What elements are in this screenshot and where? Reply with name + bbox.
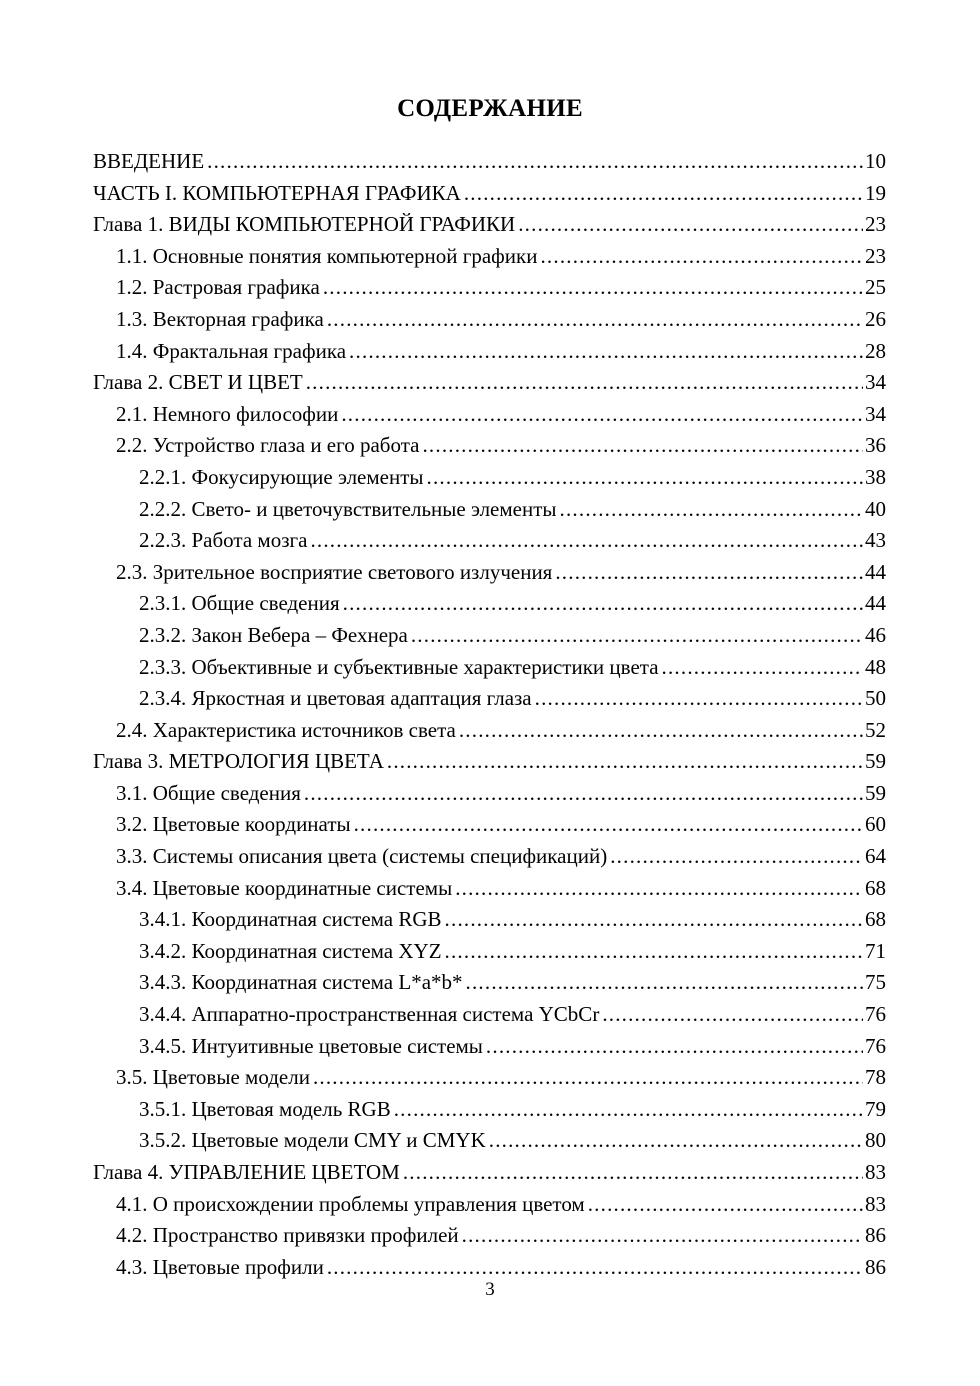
dot-leader <box>411 620 863 652</box>
toc-entry-title: 2.1. Немного философии <box>116 401 339 426</box>
toc-entry <box>93 336 886 368</box>
toc-entry-title: 2.4. Характеристика источников света <box>116 717 456 742</box>
toc-entry-title: 3.5.1. Цветовая модель RGB <box>139 1096 391 1121</box>
table-of-contents <box>93 146 886 1283</box>
dot-leader <box>387 746 863 778</box>
toc-entry-page: 34 <box>865 401 886 426</box>
toc-entry <box>93 1189 886 1221</box>
dot-leader <box>445 904 863 936</box>
toc-entry-page: 76 <box>865 1002 886 1027</box>
toc-entry-title: Глава 4. УПРАВЛЕНИЕ ЦВЕТОМ <box>93 1160 400 1184</box>
toc-entry-page: 79 <box>865 1096 886 1121</box>
toc-entry-title: 3.4.5. Интуитивные цветовые системы <box>139 1033 483 1058</box>
toc-entry <box>93 304 886 336</box>
toc-entry-title: 3.3. Системы описания цвета (системы спецификаций) <box>116 844 608 869</box>
dot-leader <box>555 557 863 589</box>
toc-entry <box>93 1125 886 1157</box>
dot-leader <box>327 304 863 336</box>
toc-entry-page: 26 <box>865 306 886 331</box>
toc-entry-page: 19 <box>865 180 886 205</box>
page-title: СОДЕРЖАНИЕ <box>397 95 583 122</box>
toc-entry <box>93 904 886 936</box>
dot-leader <box>535 683 863 715</box>
toc-entry-title: Глава 1. ВИДЫ КОМПЬЮТЕРНОЙ ГРАФИКИ <box>93 212 516 237</box>
dot-leader <box>662 652 863 684</box>
toc-entry-page: 34 <box>865 370 886 395</box>
toc-entry-title: 2.3.3. Объективные и субъективные характеристики цвета <box>139 654 659 679</box>
toc-entry-title: 1.4. Фрактальная графика <box>116 338 347 363</box>
dot-leader <box>394 1094 863 1126</box>
toc-entry-page: 50 <box>865 686 886 711</box>
toc-entry-title: 2.2.3. Работа мозга <box>139 528 308 553</box>
toc-entry <box>93 936 886 968</box>
toc-entry-page: 83 <box>865 1191 886 1216</box>
toc-entry-title: 4.3. Цветовые профили <box>116 1254 324 1279</box>
toc-entry <box>93 462 886 494</box>
dot-leader <box>306 367 863 399</box>
toc-entry-title: 2.2.1. Фокусирующие элементы <box>139 464 424 489</box>
toc-entry-page: 36 <box>865 433 886 458</box>
toc-entry-title: 3.4.2. Координатная система XYZ <box>139 938 442 963</box>
toc-entry <box>93 525 886 557</box>
toc-entry-title: 4.1. О происхождении проблемы управления цветом <box>116 1191 585 1216</box>
toc-entry <box>93 841 886 873</box>
dot-leader <box>310 525 863 557</box>
toc-entry-title: 1.3. Векторная графика <box>116 306 324 331</box>
toc-entry <box>93 1220 886 1252</box>
toc-entry <box>93 494 886 526</box>
toc-entry-page: 75 <box>865 970 886 995</box>
toc-entry <box>93 746 886 778</box>
toc-entry-page: 23 <box>865 243 886 268</box>
toc-entry <box>93 272 886 304</box>
toc-entry <box>93 1062 886 1094</box>
dot-leader <box>341 399 863 431</box>
toc-entry-title: 1.2. Растровая графика <box>116 275 320 300</box>
dot-leader <box>445 936 863 968</box>
toc-entry-title: 3.5.2. Цветовые модели CMY и CMYK <box>139 1128 486 1153</box>
dot-leader <box>207 146 863 178</box>
toc-entry <box>93 399 886 431</box>
toc-entry-page: 23 <box>865 212 886 237</box>
dot-leader <box>602 999 863 1031</box>
toc-entry-page: 83 <box>865 1160 886 1184</box>
dot-leader <box>403 1157 863 1189</box>
toc-entry <box>93 778 886 810</box>
toc-entry-page: 78 <box>865 1065 886 1090</box>
toc-entry <box>93 873 886 905</box>
toc-entry-title: 3.4.4. Аппаратно-пространственная система YCbCr <box>139 1002 600 1027</box>
toc-entry-title: 3.5. Цветовые модели <box>116 1065 310 1090</box>
toc-entry <box>93 809 886 841</box>
toc-entry-page: 60 <box>865 812 886 837</box>
toc-entry <box>93 620 886 652</box>
dot-leader <box>313 1062 863 1094</box>
toc-entry-page: 59 <box>865 780 886 805</box>
toc-entry-page: 44 <box>865 559 886 584</box>
toc-entry-page: 68 <box>865 907 886 932</box>
dot-leader <box>427 462 863 494</box>
toc-entry-page: 71 <box>865 938 886 963</box>
toc-entry <box>93 146 886 178</box>
toc-entry-page: 68 <box>865 875 886 900</box>
toc-entry <box>93 1157 886 1189</box>
toc-entry <box>93 683 886 715</box>
toc-entry <box>93 367 886 399</box>
dot-leader <box>422 430 863 462</box>
dot-leader <box>455 873 863 905</box>
toc-entry-page: 86 <box>865 1223 886 1248</box>
toc-entry-title: ЧАСТЬ I. КОМПЬЮТЕРНАЯ ГРАФИКА <box>93 180 461 205</box>
toc-entry-title: Глава 3. МЕТРОЛОГИЯ ЦВЕТА <box>93 749 384 774</box>
toc-entry <box>93 967 886 999</box>
dot-leader <box>610 841 863 873</box>
toc-entry-title: 4.2. Пространство привязки профилей <box>116 1223 459 1248</box>
toc-entry-page: 46 <box>865 622 886 647</box>
toc-entry <box>93 241 886 273</box>
toc-entry-page: 10 <box>865 149 886 173</box>
toc-entry <box>93 1094 886 1126</box>
toc-entry-title: 2.2.2. Свето- и цветочувствительные элементы <box>139 496 557 521</box>
toc-entry-title: 3.4. Цветовые координатные системы <box>116 875 453 900</box>
toc-entry-page: 76 <box>865 1033 886 1058</box>
dot-leader <box>304 778 863 810</box>
dot-leader <box>489 1125 863 1157</box>
toc-entry-title: 2.3.4. Яркостная и цветовая адаптация глаза <box>139 686 532 711</box>
page-number: 3 <box>485 1279 495 1300</box>
toc-entry-page: 38 <box>865 464 886 489</box>
toc-entry-title: 2.3.1. Общие сведения <box>139 591 340 616</box>
toc-entry-page: 40 <box>865 496 886 521</box>
toc-entry-title: ВВЕДЕНИЕ <box>93 149 205 173</box>
toc-entry-title: 3.4.3. Координатная система L*a*b* <box>139 970 463 995</box>
toc-entry-page: 86 <box>865 1254 886 1279</box>
toc-entry-title: 1.1. Основные понятия компьютерной графики <box>116 243 538 268</box>
toc-entry <box>93 588 886 620</box>
dot-leader <box>349 336 863 368</box>
toc-entry-title: Глава 2. СВЕТ И ЦВЕТ <box>93 370 303 395</box>
toc-entry-page: 52 <box>865 717 886 742</box>
toc-entry-title: 2.3. Зрительное восприятие светового излучения <box>116 559 553 584</box>
toc-entry-page: 25 <box>865 275 886 300</box>
dot-leader <box>323 272 863 304</box>
toc-entry <box>93 715 886 747</box>
dot-leader <box>343 588 863 620</box>
dot-leader <box>540 241 863 273</box>
toc-entry <box>93 209 886 241</box>
toc-entry-page: 28 <box>865 338 886 363</box>
toc-entry <box>93 430 886 462</box>
toc-entry-page: 80 <box>865 1128 886 1153</box>
toc-entry <box>93 557 886 589</box>
toc-entry-title: 2.2. Устройство глаза и его работа <box>116 433 420 458</box>
toc-entry-title: 3.4.1. Координатная система RGB <box>139 907 442 932</box>
dot-leader <box>560 494 863 526</box>
toc-entry-page: 43 <box>865 528 886 553</box>
dot-leader <box>466 967 863 999</box>
dot-leader <box>486 1031 863 1063</box>
dot-leader <box>588 1189 863 1221</box>
toc-entry-title: 2.3.2. Закон Вебера – Фехнера <box>139 622 408 647</box>
dot-leader <box>459 715 863 747</box>
toc-entry-title: 3.2. Цветовые координаты <box>116 812 351 837</box>
dot-leader <box>464 178 863 210</box>
toc-entry-title: 3.1. Общие сведения <box>116 780 301 805</box>
toc-entry <box>93 652 886 684</box>
dot-leader <box>518 209 863 241</box>
toc-entry-page: 64 <box>865 844 886 869</box>
toc-entry <box>93 999 886 1031</box>
toc-entry-page: 48 <box>865 654 886 679</box>
toc-entry <box>93 1031 886 1063</box>
dot-leader <box>354 809 863 841</box>
dot-leader <box>462 1220 863 1252</box>
toc-entry <box>93 178 886 210</box>
toc-entry-page: 59 <box>865 749 886 774</box>
toc-entry-page: 44 <box>865 591 886 616</box>
